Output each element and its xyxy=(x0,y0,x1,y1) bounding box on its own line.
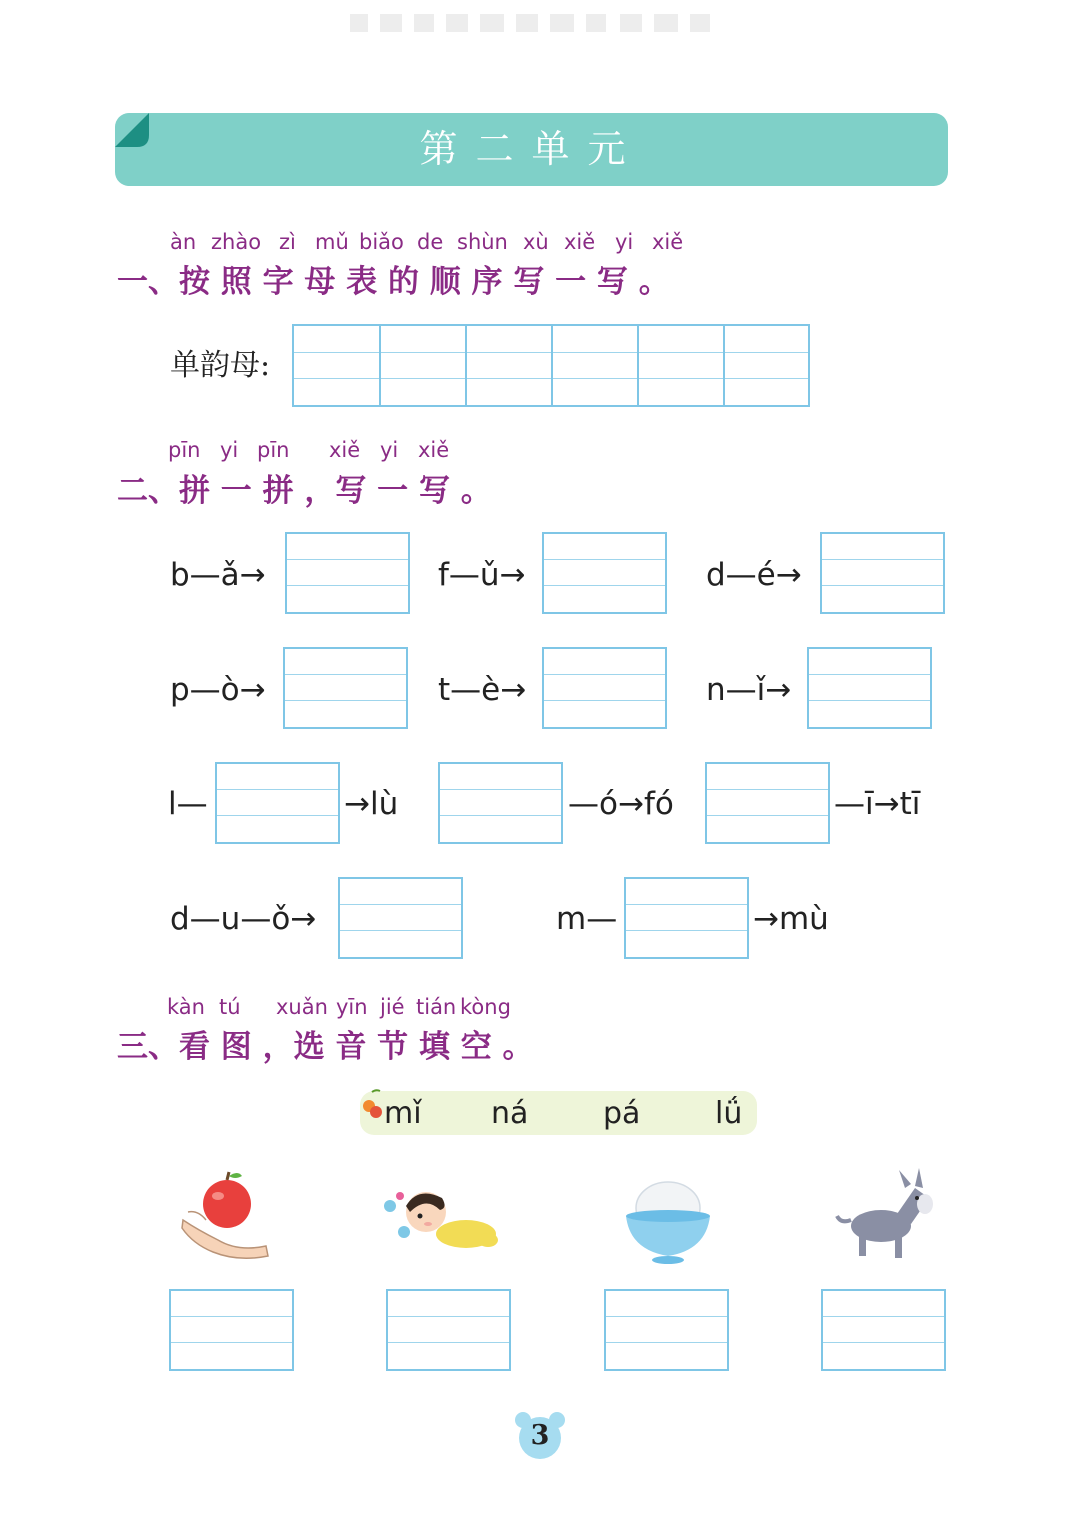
pinyin: shùn xyxy=(457,230,508,254)
answer-grid[interactable] xyxy=(386,1289,511,1371)
spelling-result: →mù xyxy=(753,901,829,937)
pinyin: xù xyxy=(523,230,549,254)
section2-heading: 二、拼 一 拼 ，写 一 写 。 xyxy=(117,473,492,509)
spelling-prompt: d—é→ xyxy=(706,557,802,593)
apple-in-hand-picture xyxy=(178,1170,273,1262)
answer-grid[interactable] xyxy=(542,647,667,729)
pinyin: pīn xyxy=(257,438,290,462)
section3-heading: 三、看 图 ，选 音 节 填 空 。 xyxy=(117,1029,534,1065)
spelling-prompt: p—ò→ xyxy=(170,672,266,708)
pinyin: de xyxy=(417,230,444,254)
pinyin: xuǎn xyxy=(276,995,328,1019)
answer-grid[interactable] xyxy=(820,532,945,614)
answer-grid[interactable] xyxy=(624,877,749,959)
answer-grid[interactable] xyxy=(169,1289,294,1371)
pinyin: zì xyxy=(279,230,296,254)
spelling-prompt: l— xyxy=(168,786,208,822)
pinyin: xiě xyxy=(564,230,596,254)
pinyin: mǔ xyxy=(315,230,349,254)
donkey-picture xyxy=(833,1168,935,1264)
pinyin: biǎo xyxy=(359,230,404,254)
pinyin: yi xyxy=(220,438,239,462)
rice-bowl-picture xyxy=(622,1178,714,1264)
answer-grid[interactable] xyxy=(438,762,563,844)
pinyin: jié xyxy=(380,995,405,1019)
pinyin: zhào xyxy=(211,230,262,254)
pinyin: àn xyxy=(170,230,197,254)
answer-grid[interactable] xyxy=(821,1289,946,1371)
answer-grid[interactable] xyxy=(807,647,932,729)
pinyin: tú xyxy=(219,995,241,1019)
answer-grid[interactable] xyxy=(338,877,463,959)
answer-grid[interactable] xyxy=(285,532,410,614)
crawling-baby-picture xyxy=(376,1182,510,1254)
spelling-prompt: m— xyxy=(556,901,618,937)
spelling-prompt: d—u—ǒ→ xyxy=(170,901,317,937)
pinyin: kàn xyxy=(167,995,205,1019)
pinyin: xiě xyxy=(418,438,450,462)
answer-grid[interactable] xyxy=(283,647,408,729)
syllable-choice: mǐ xyxy=(384,1096,422,1131)
single-finals-writing-grid[interactable] xyxy=(292,324,810,407)
pinyin: xiě xyxy=(329,438,361,462)
spelling-prompt: f—ǔ→ xyxy=(438,557,526,593)
spelling-result: —ī→tī xyxy=(834,786,921,822)
pinyin: pīn xyxy=(168,438,201,462)
answer-grid[interactable] xyxy=(604,1289,729,1371)
syllable-choice: pá xyxy=(603,1096,641,1131)
spelling-result: —ó→fó xyxy=(568,786,674,822)
page-number: 3 xyxy=(530,1420,550,1451)
fruit-icon xyxy=(358,1088,386,1122)
pinyin: xiě xyxy=(652,230,684,254)
pinyin: kòng xyxy=(460,995,511,1019)
single-finals-label: 单韵母: xyxy=(170,348,271,383)
syllable-choice: ná xyxy=(491,1096,529,1131)
section1-heading: 一、按 照 字 母 表 的 顺 序 写 一 写 。 xyxy=(117,264,670,300)
answer-grid[interactable] xyxy=(542,532,667,614)
spelling-prompt: n—ǐ→ xyxy=(706,672,792,708)
spelling-prompt: b—ǎ→ xyxy=(170,557,266,593)
spelling-result: →lù xyxy=(344,786,399,822)
pinyin: yīn xyxy=(336,995,368,1019)
pinyin: yi xyxy=(380,438,399,462)
answer-grid[interactable] xyxy=(705,762,830,844)
cropped-page-header xyxy=(280,0,800,40)
answer-grid[interactable] xyxy=(215,762,340,844)
unit-title: 第二单元 xyxy=(419,127,644,171)
spelling-prompt: t—è→ xyxy=(438,672,527,708)
pinyin: yi xyxy=(615,230,634,254)
syllable-choice: lǘ xyxy=(715,1096,743,1131)
pinyin: tián xyxy=(416,995,457,1019)
cropped-header-graphic xyxy=(280,0,800,40)
